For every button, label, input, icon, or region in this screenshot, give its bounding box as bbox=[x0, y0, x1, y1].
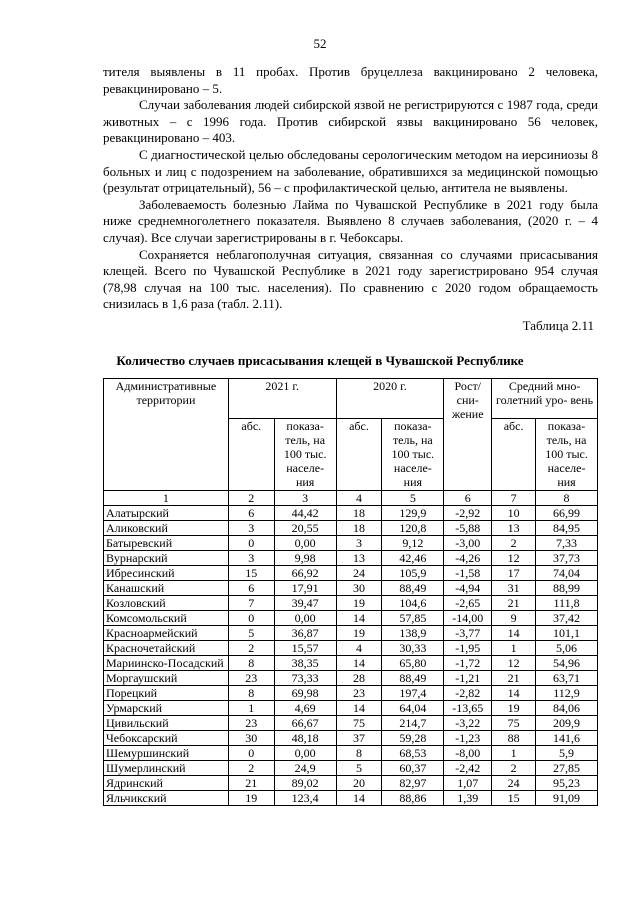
table-cell: 75 bbox=[492, 716, 536, 731]
table-row bbox=[104, 581, 598, 596]
table-cell: 27,85 bbox=[536, 761, 598, 776]
header-territory: Административные территории bbox=[104, 379, 229, 491]
territory-name: Ядринский bbox=[104, 776, 229, 791]
table-cell: 2 bbox=[228, 641, 274, 656]
table-cell: 9,12 bbox=[382, 536, 444, 551]
table-cell: 1 bbox=[228, 701, 274, 716]
table-cell: 21 bbox=[492, 596, 536, 611]
table-cell: 15 bbox=[492, 791, 536, 806]
table-cell: 14 bbox=[492, 626, 536, 641]
table-cell: 1,07 bbox=[444, 776, 492, 791]
table-cell: -2,92 bbox=[444, 506, 492, 521]
table-row bbox=[104, 641, 598, 656]
table-cell: 88,99 bbox=[536, 581, 598, 596]
table-cell: 30,33 bbox=[382, 641, 444, 656]
table-cell: 5 bbox=[336, 761, 382, 776]
table-cell: 30 bbox=[336, 581, 382, 596]
table-cell: 0 bbox=[228, 611, 274, 626]
table-cell: 14 bbox=[336, 656, 382, 671]
table-cell: 21 bbox=[228, 776, 274, 791]
table-row bbox=[104, 701, 598, 716]
table-cell: 19 bbox=[336, 626, 382, 641]
table-cell: -1,58 bbox=[444, 566, 492, 581]
table-row bbox=[104, 791, 598, 806]
table-cell: 23 bbox=[228, 716, 274, 731]
table-cell: 141,6 bbox=[536, 731, 598, 746]
header-rate: показа- тель, на 100 тыс. населе- ния bbox=[382, 419, 444, 491]
table-cell: 13 bbox=[492, 521, 536, 536]
paragraph: Заболеваемость болезнью Лайма по Чувашской Республике в 2021 году была ниже среднемноголетнего показателя. Выявлено 8 случаев заболевания, (2020 г. – 4 случая). Все случаи зарегистрированы в г. Чебоксары. bbox=[103, 196, 598, 245]
table-cell: 1,39 bbox=[444, 791, 492, 806]
territory-name: Мариинско-Посадский bbox=[104, 656, 229, 671]
table-cell: 91,09 bbox=[536, 791, 598, 806]
table-cell: 44,42 bbox=[274, 506, 336, 521]
table-cell: 5,06 bbox=[536, 641, 598, 656]
table-cell: 9 bbox=[492, 611, 536, 626]
table-row bbox=[104, 536, 598, 551]
table-cell: 9,98 bbox=[274, 551, 336, 566]
table-row bbox=[104, 626, 598, 641]
table-cell: 2 bbox=[492, 761, 536, 776]
column-number: 3 bbox=[274, 491, 336, 506]
table-cell: 73,33 bbox=[274, 671, 336, 686]
table-cell: -1,21 bbox=[444, 671, 492, 686]
table-cell: 15 bbox=[228, 566, 274, 581]
territory-name: Шумерлинский bbox=[104, 761, 229, 776]
table-cell: 48,18 bbox=[274, 731, 336, 746]
table-cell: 3 bbox=[228, 551, 274, 566]
table-cell: 65,80 bbox=[382, 656, 444, 671]
table-cell: 0,00 bbox=[274, 746, 336, 761]
table-cell: -1,23 bbox=[444, 731, 492, 746]
table-cell: -3,77 bbox=[444, 626, 492, 641]
table-cell: 57,85 bbox=[382, 611, 444, 626]
table-cell: 5,9 bbox=[536, 746, 598, 761]
column-number: 2 bbox=[228, 491, 274, 506]
table-cell: 24,9 bbox=[274, 761, 336, 776]
table-cell: 36,87 bbox=[274, 626, 336, 641]
table-cell: 63,71 bbox=[536, 671, 598, 686]
table-cell: 69,98 bbox=[274, 686, 336, 701]
table-cell: 3 bbox=[336, 536, 382, 551]
table-cell: 5 bbox=[228, 626, 274, 641]
table-cell: 66,92 bbox=[274, 566, 336, 581]
table-cell: 101,1 bbox=[536, 626, 598, 641]
table-row bbox=[104, 671, 598, 686]
header-2020: 2020 г. bbox=[336, 379, 444, 419]
table-cell: 88,86 bbox=[382, 791, 444, 806]
table-cell: 3 bbox=[228, 521, 274, 536]
table-cell: -2,42 bbox=[444, 761, 492, 776]
paragraph: С диагностической целью обследованы серологическим методом на иерсиниозы 8 больных и лиц с подозрением на заболевание, обратившихся за медицинской помощью (результат отрицательный), 56 – с профилактической целью, антитела не выявлены. bbox=[103, 146, 598, 196]
table-cell: 82,97 bbox=[382, 776, 444, 791]
table-cell: 8 bbox=[228, 656, 274, 671]
table-cell: 4 bbox=[336, 641, 382, 656]
column-numbers-row bbox=[104, 491, 598, 506]
table-cell: 0,00 bbox=[274, 611, 336, 626]
table-cell: 84,95 bbox=[536, 521, 598, 536]
table-cell: 37,73 bbox=[536, 551, 598, 566]
table-cell: 6 bbox=[228, 506, 274, 521]
body-text bbox=[103, 64, 598, 313]
table-cell: 0 bbox=[228, 536, 274, 551]
table-cell: -13,65 bbox=[444, 701, 492, 716]
table-cell: 19 bbox=[228, 791, 274, 806]
table-cell: -3,00 bbox=[444, 536, 492, 551]
territory-name: Вурнарский bbox=[104, 551, 229, 566]
table-cell: 7,33 bbox=[536, 536, 598, 551]
column-number: 4 bbox=[336, 491, 382, 506]
table-cell: 105,9 bbox=[382, 566, 444, 581]
territory-name: Комсомольский bbox=[104, 611, 229, 626]
table-cell: 12 bbox=[492, 551, 536, 566]
table-cell: 23 bbox=[336, 686, 382, 701]
table-cell: 214,7 bbox=[382, 716, 444, 731]
table-cell: -14,00 bbox=[444, 611, 492, 626]
table-cell: 20 bbox=[336, 776, 382, 791]
table-row bbox=[104, 746, 598, 761]
header-abs: абс. bbox=[228, 419, 274, 491]
territory-name: Порецкий bbox=[104, 686, 229, 701]
territory-name: Аликовский bbox=[104, 521, 229, 536]
table-cell: 19 bbox=[336, 596, 382, 611]
table-cell: 88 bbox=[492, 731, 536, 746]
table-row bbox=[104, 716, 598, 731]
table-cell: 7 bbox=[228, 596, 274, 611]
territory-name: Алатырский bbox=[104, 506, 229, 521]
table-cell: -5,88 bbox=[444, 521, 492, 536]
table-cell: 120,8 bbox=[382, 521, 444, 536]
table-cell: 0,00 bbox=[274, 536, 336, 551]
header-abs: абс. bbox=[492, 419, 536, 491]
table-cell: 1 bbox=[492, 746, 536, 761]
table-cell: 14 bbox=[336, 701, 382, 716]
table-row bbox=[104, 656, 598, 671]
table-row bbox=[104, 521, 598, 536]
table-cell: 38,35 bbox=[274, 656, 336, 671]
territory-name: Ибресинский bbox=[104, 566, 229, 581]
table-cell: -2,82 bbox=[444, 686, 492, 701]
table-cell: 123,4 bbox=[274, 791, 336, 806]
table-cell: 6 bbox=[228, 581, 274, 596]
table-cell: 18 bbox=[336, 506, 382, 521]
table-cell: 54,96 bbox=[536, 656, 598, 671]
table-cell: 197,4 bbox=[382, 686, 444, 701]
table-cell: -4,26 bbox=[444, 551, 492, 566]
table-row bbox=[104, 506, 598, 521]
table-cell: 129,9 bbox=[382, 506, 444, 521]
territory-name: Яльчикский bbox=[104, 791, 229, 806]
table-cell: 18 bbox=[336, 521, 382, 536]
paragraph: тителя выявлены в 11 пробах. Против бруцеллеза вакцинировано 2 человека, ревакцинировано – 5. bbox=[103, 64, 598, 96]
tick-bites-table bbox=[103, 378, 598, 806]
table-cell: 112,9 bbox=[536, 686, 598, 701]
table-cell: 2 bbox=[228, 761, 274, 776]
table-cell: 88,49 bbox=[382, 671, 444, 686]
column-number: 1 bbox=[104, 491, 229, 506]
column-number: 7 bbox=[492, 491, 536, 506]
table-cell: -4,94 bbox=[444, 581, 492, 596]
table-row bbox=[104, 566, 598, 581]
territory-name: Канашский bbox=[104, 581, 229, 596]
table-cell: 17,91 bbox=[274, 581, 336, 596]
paragraph: Сохраняется неблагополучная ситуация, связанная со случаями присасывания клещей. Всего по Чувашской Республике в 2021 году зарегистрировано 954 случая (78,98 случая на 100 тыс. населения). По сравнению с 2020 годом обращаемость снизилась в 1,6 раза (табл. 2.11). bbox=[103, 246, 598, 312]
table-cell: -8,00 bbox=[444, 746, 492, 761]
table-cell: 21 bbox=[492, 671, 536, 686]
table-cell: 10 bbox=[492, 506, 536, 521]
table-row bbox=[104, 551, 598, 566]
paragraph: Случаи заболевания людей сибирской язвой не регистрируются с 1987 года, среди животных – с 1996 года. Против сибирской язвы вакцинировано 56 человек, ревакцинировано – 403. bbox=[103, 97, 598, 146]
table-cell: 31 bbox=[492, 581, 536, 596]
table-cell: 24 bbox=[336, 566, 382, 581]
table-cell: -3,22 bbox=[444, 716, 492, 731]
header-rate: показа- тель, на 100 тыс. населе- ния bbox=[536, 419, 598, 491]
table-cell: 4,69 bbox=[274, 701, 336, 716]
table-cell: 39,47 bbox=[274, 596, 336, 611]
territory-name: Урмарский bbox=[104, 701, 229, 716]
table-row bbox=[104, 731, 598, 746]
table-cell: 75 bbox=[336, 716, 382, 731]
table-cell: -1,95 bbox=[444, 641, 492, 656]
table-cell: 42,46 bbox=[382, 551, 444, 566]
territory-name: Цивильский bbox=[104, 716, 229, 731]
table-cell: 24 bbox=[492, 776, 536, 791]
table-cell: 88,49 bbox=[382, 581, 444, 596]
territory-name: Шемуршинский bbox=[104, 746, 229, 761]
table-cell: 23 bbox=[228, 671, 274, 686]
table-cell: 64,04 bbox=[382, 701, 444, 716]
table-cell: 66,67 bbox=[274, 716, 336, 731]
header-average: Средний мно- голетний уро- вень bbox=[492, 379, 598, 419]
table-cell: 68,53 bbox=[382, 746, 444, 761]
table-cell: 95,23 bbox=[536, 776, 598, 791]
table-cell: 30 bbox=[228, 731, 274, 746]
header-growth: Рост/ сни- жение bbox=[444, 379, 492, 491]
table-label: Таблица 2.11 bbox=[522, 318, 594, 333]
column-number: 8 bbox=[536, 491, 598, 506]
table-row bbox=[104, 761, 598, 776]
column-number: 5 bbox=[382, 491, 444, 506]
territory-name: Чебоксарский bbox=[104, 731, 229, 746]
table-cell: 1 bbox=[492, 641, 536, 656]
table-cell: 0 bbox=[228, 746, 274, 761]
table-cell: 12 bbox=[492, 656, 536, 671]
table-cell: 14 bbox=[336, 791, 382, 806]
table-cell: 15,57 bbox=[274, 641, 336, 656]
table-cell: 66,99 bbox=[536, 506, 598, 521]
table-cell: 59,28 bbox=[382, 731, 444, 746]
table-cell: 8 bbox=[228, 686, 274, 701]
table-cell: 84,06 bbox=[536, 701, 598, 716]
table-title: Количество случаев присасывания клещей в Чувашской Республике bbox=[116, 353, 524, 368]
table-cell: 104,6 bbox=[382, 596, 444, 611]
table-cell: 17 bbox=[492, 566, 536, 581]
table-cell: 74,04 bbox=[536, 566, 598, 581]
territory-name: Красночетайский bbox=[104, 641, 229, 656]
table-cell: -2,65 bbox=[444, 596, 492, 611]
table-cell: 19 bbox=[492, 701, 536, 716]
header-abs: абс. bbox=[336, 419, 382, 491]
table-cell: 14 bbox=[336, 611, 382, 626]
table-cell: 60,37 bbox=[382, 761, 444, 776]
table-cell: -1,72 bbox=[444, 656, 492, 671]
header-2021: 2021 г. bbox=[228, 379, 336, 419]
table-cell: 89,02 bbox=[274, 776, 336, 791]
table-cell: 8 bbox=[336, 746, 382, 761]
table-row bbox=[104, 686, 598, 701]
table-row bbox=[104, 776, 598, 791]
header-rate: показа- тель, на 100 тыс. населе- ния bbox=[274, 419, 336, 491]
table-row bbox=[104, 611, 598, 626]
table-cell: 209,9 bbox=[536, 716, 598, 731]
table-cell: 37 bbox=[336, 731, 382, 746]
page-number: 52 bbox=[313, 36, 327, 51]
table-cell: 138,9 bbox=[382, 626, 444, 641]
table-cell: 20,55 bbox=[274, 521, 336, 536]
table-cell: 37,42 bbox=[536, 611, 598, 626]
table-cell: 2 bbox=[492, 536, 536, 551]
table-row bbox=[104, 596, 598, 611]
table-body bbox=[104, 506, 598, 806]
territory-name: Батыревский bbox=[104, 536, 229, 551]
territory-name: Красноармейский bbox=[104, 626, 229, 641]
table-cell: 14 bbox=[492, 686, 536, 701]
territory-name: Моргаушский bbox=[104, 671, 229, 686]
territory-name: Козловский bbox=[104, 596, 229, 611]
table-cell: 13 bbox=[336, 551, 382, 566]
column-number: 6 bbox=[444, 491, 492, 506]
table-cell: 111,8 bbox=[536, 596, 598, 611]
table-cell: 28 bbox=[336, 671, 382, 686]
